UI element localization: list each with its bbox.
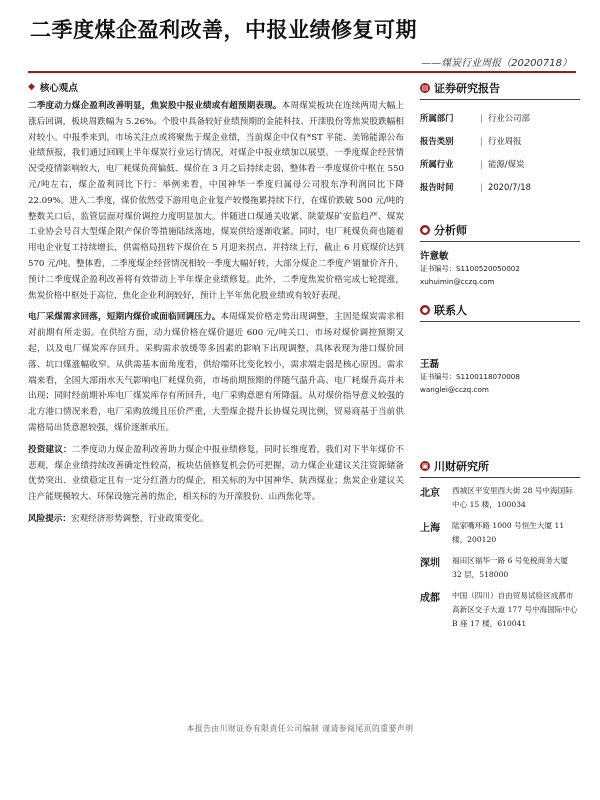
paragraph-investment: 投资建议：二季度动力煤企盈利改善助力煤企中报业绩修复，同时长维度看，我们对下半年煤价不悲观，煤企业绩持续改善确定性较高，板块估值修复机会仍可把握，动力煤企业建议关注资源储备优势突出、业绩稳定且有一定分红潜力的煤企，相关标的为中国神华、陕西煤业；焦炭企业建议关注产能规模较大、环保设施完善的焦企，相关标的为开滦股份、山西焦化等。 xyxy=(28,444,404,503)
main-column xyxy=(28,80,404,527)
contact-heading: ● 联系人 xyxy=(420,302,580,322)
building-icon: ▣ xyxy=(421,462,429,470)
contact-name: 王磊 xyxy=(420,359,440,370)
analyst-heading: ● 分析师 xyxy=(420,222,580,242)
research-institute-heading: ▣ 川财研究所 xyxy=(420,458,580,478)
person-icon: ● xyxy=(421,226,429,234)
info-row-date: 报告时间 | 2020/7/18 xyxy=(420,181,531,192)
diamond-icon: ◆ xyxy=(28,82,35,92)
paragraph-demand: 电厂采煤需求回落，短期内煤价或面临回调压力。本周煤炭价格走势出现调整，主因是煤炭需求相对前期有所走弱。在供给方面，动力煤价格在煤价逼近 600 元/吨关口、市场对煤价调控预期又起，以及电厂煤炭库存回升、采购需求放缓等多因素的影响下出现调整，具体表现为港口煤价回落、坑口煤涨幅收窄。从供需基本面角度看，供给端环比变化较小，需求端走弱是核心原因。需求端来看，全国大部雨水天气影响电厂耗煤负荷，市场前期预期的伴随气温升高、电厂耗煤升高并未出现；同时经前期补库电厂煤炭库存有所回升，电厂采购意愿有所降温。从对煤价指导意义较强的北方港口情况来看，电厂采购放缓且压价严重，大型煤企提升长协煤兑现比例，贸易商基于当前供需格局出货意愿较强，煤价逐渐承压。 xyxy=(28,312,404,433)
info-row-industry: 所属行业 | 能源/煤炭 xyxy=(420,158,525,169)
info-row-department: 所属部门 | 行业公司部 xyxy=(420,112,530,123)
contact-icon: ● xyxy=(421,306,429,314)
page-subtitle: ——煤炭行业周报（20200718） xyxy=(421,58,572,69)
analyst-name: 许意敏 xyxy=(420,251,449,262)
paragraph-earnings: 二季度动力煤企盈利改善明显，焦炭股中报业绩或有超预期表现。本周煤炭板块在连续两周大幅上涨后回调，板块周跌幅为 5.26%。个股中具备较好业绩预期的金能科技、开滦股份等焦炭股跌幅相对较小。中报季来到，市场关注点或将聚焦于煤企业绩，当前煤企中仅有*ST 平能、美锦能源公布业绩预报，我们通过回顾上半年煤炭行业运行情况，对煤企中报业绩加以展望。一季度煤企经营情况受疫情影响较大，电厂耗煤负荷偏低、煤价在 3 月之后持续走弱，整体看一季度煤价中枢在 550 元/吨左右，煤企盈利同比下行：举例来看，中国神华一季度归属母公司股东净利润同比下降 22.09%。进入二季度，煤价依然受下游用电企业复产较慢拖累持续下行，在煤价跌破 500 元/吨的整数关口后，监管层面对煤价调控力度明显加大。伴随进口煤通关收紧、陕蒙煤矿安监趋严、煤炭工业协会号召大型煤企限产保价等措施陆续落地，煤炭供给逐渐收紧。同时，电厂耗煤负荷也随着用电企业复工持续增长，供需格局扭转下煤价在 5 月迎来拐点、并持续上行，截止 6 月底煤价达到 570 元/吨。整体看，二季度煤企经营情况相较一季度大幅好转，大部分煤企二季度产销量价齐升，预计二季度煤企盈利改善将有效带动上半年煤企业绩修复。此外，二季度焦炭价格完成七轮提涨，焦炭价格中枢处于高位，焦化企业利润较好，预计上半年焦化股业绩或有较好表现。 xyxy=(28,101,404,301)
report-heading: ▤ 证券研究报告 xyxy=(420,80,580,100)
footer-disclaimer: 本报告由川财证券有限责任公司编制 谨请参阅尾页的重要声明 xyxy=(186,724,414,733)
contact-email[interactable]: wanglei@cczq.com xyxy=(420,385,489,394)
sidebar xyxy=(420,80,580,638)
analyst-cert: 证书编号：S1100520050002 xyxy=(420,264,520,273)
page-title: 二季度煤企盈利改善，中报业绩修复可期 xyxy=(30,18,417,42)
risk-warning: 风险提示：宏观经济形势调整，行业政策变化。 xyxy=(28,513,209,524)
address-beijing: 北京 西城区平安里西大街 28 号中海国际中心 15 楼，100034 xyxy=(420,486,573,509)
core-views-heading: ◆ 核心观点 xyxy=(28,82,78,94)
contact-cert: 证书编号：S1100118070008 xyxy=(420,372,520,381)
info-row-type: 报告类别 | 行业周报 xyxy=(420,135,522,146)
address-chengdu: 成都 中国（四川）自由贸易试验区成都市高新区交子大道 177 号中海国际中心 B 座 17 楼，610041 xyxy=(420,591,578,628)
address-shenzhen: 深圳 福田区福华一路 6 号免税商务大厦 32 层，518000 xyxy=(420,556,568,579)
address-shanghai: 上海 陆家嘴环路 1000 号恒生大厦 11 楼，200120 xyxy=(420,521,565,544)
analyst-email[interactable]: xuhuimin@cczq.com xyxy=(420,277,495,286)
document-icon: ▤ xyxy=(421,84,429,92)
header-rule xyxy=(28,71,576,73)
